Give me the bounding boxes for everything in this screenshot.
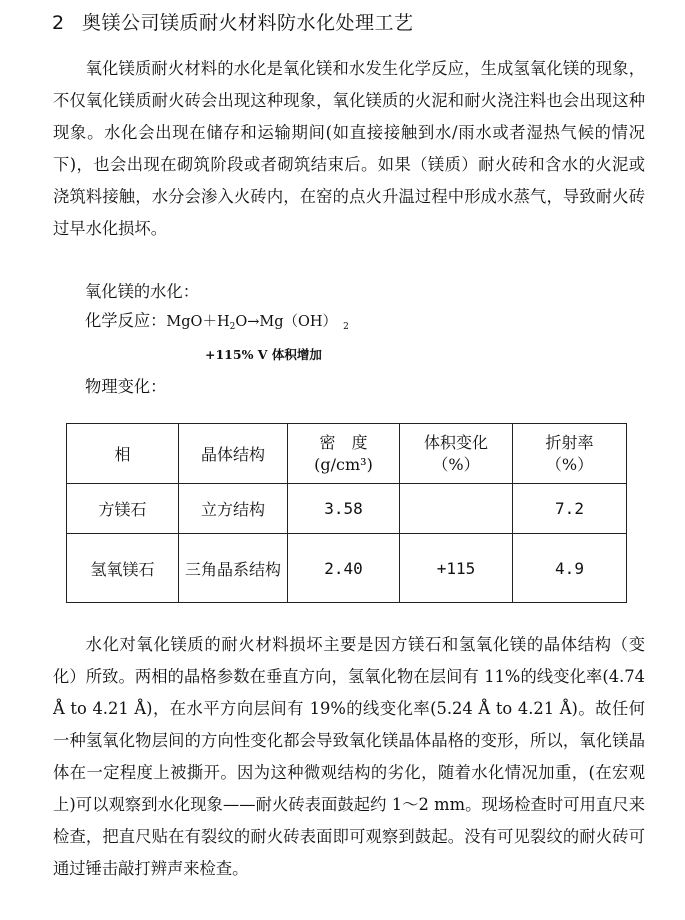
cell-phase: 氢氧镁石 — [67, 534, 179, 603]
cell-refraction: 7.2 — [513, 484, 627, 534]
section-title: 奥镁公司镁质耐火材料防水化处理工艺 — [82, 12, 414, 34]
reactant-o: O — [235, 314, 248, 330]
cell-refraction: 4.9 — [513, 534, 627, 603]
damage-paragraph-text: 水化对氧化镁质的耐火材料损坏主要是因方镁石和氢氧化镁的晶体结构（变化）所致。两相的晶格参数在垂直方向，氢氧化物在层间有 11%的线变化率(4.74 Å to 4.21 Å)，在水平方向层间有 19%的线变化率(5.24 Å to 4.21 Å)。故任何一种氢氧化物层间的方向性变化都会导致氧化镁晶体晶格的变形，所以，氧化镁晶体在一定程度上被撕开。因为这种微观结构的劣化，随着水化情况加重，(在宏观上)可以观察到水化现象——耐火砖表面鼓起约 1～2 mm。现场检查时可用直尺来检查，把直尺贴在有裂纹的耐火砖表面即可观察到鼓起。没有可见裂纹的耐火砖可通过锤击敲打辨声来检查。 — [53, 635, 645, 878]
reaction-arrow: → — [247, 314, 260, 330]
reaction-label: 化学反应： — [85, 311, 167, 330]
h-subscript: 2 — [229, 322, 236, 332]
damage-paragraph — [53, 629, 645, 885]
plus-sign: ＋ — [202, 314, 217, 330]
header-refractive-index — [513, 424, 627, 484]
header-phase: 相 — [67, 424, 179, 484]
header-volume-line2: （%） — [432, 454, 480, 474]
header-crystal-structure: 晶体结构 — [179, 424, 288, 484]
product-mg-oh: Mg（OH） — [259, 314, 338, 330]
cell-crystal: 立方结构 — [179, 484, 288, 534]
header-volume-line1: 体积变化 — [423, 432, 488, 452]
reactant-h: H — [216, 314, 230, 330]
table-row — [67, 484, 627, 534]
header-density-line1: 密 度 — [319, 432, 368, 452]
hydration-label: 氧化镁的水化： — [85, 282, 199, 301]
cell-phase: 方镁石 — [67, 484, 179, 534]
table-row — [67, 534, 627, 603]
reactant-mgo: MgO — [166, 314, 203, 330]
header-refraction-line2: （%） — [545, 454, 594, 474]
header-density — [288, 424, 400, 484]
header-density-line2: (g/cm³) — [314, 454, 373, 474]
cell-crystal: 三角晶系结构 — [179, 534, 288, 603]
intro-paragraph — [53, 53, 645, 245]
chemical-reaction — [85, 307, 349, 332]
physical-change-label: 物理变化： — [85, 377, 167, 396]
section-number: 2 — [52, 12, 65, 34]
volume-increase-note: +115% V 体积增加 — [205, 347, 322, 362]
reaction-formula — [166, 314, 348, 330]
cell-volume — [400, 484, 513, 534]
phase-properties-table — [66, 423, 627, 603]
cell-density: 3.58 — [288, 484, 400, 534]
header-refraction-line1: 折射率 — [545, 432, 594, 452]
product-subscript: 2 — [343, 322, 349, 332]
header-volume-change — [400, 424, 513, 484]
intro-paragraph-text: 氧化镁质耐火材料的水化是氧化镁和水发生化学反应，生成氢氧化镁的现象，不仅氧化镁质耐火砖会出现这种现象，氧化镁质的火泥和耐火浇注料也会出现这种现象。水化会出现在储存和运输期间(如直接接触到水/雨水或者湿热气候的情况下)，也会出现在砌筑阶段或者砌筑结束后。如果（镁质）耐火砖和含水的火泥或浇筑料接触，水分会渗入火砖内，在窑的点火升温过程中形成水蒸气，导致耐火砖过早水化损坏。 — [53, 59, 645, 238]
section-heading — [52, 8, 414, 35]
cell-density: 2.40 — [288, 534, 400, 603]
cell-volume: +115 — [400, 534, 513, 603]
table-header-row — [67, 424, 627, 484]
